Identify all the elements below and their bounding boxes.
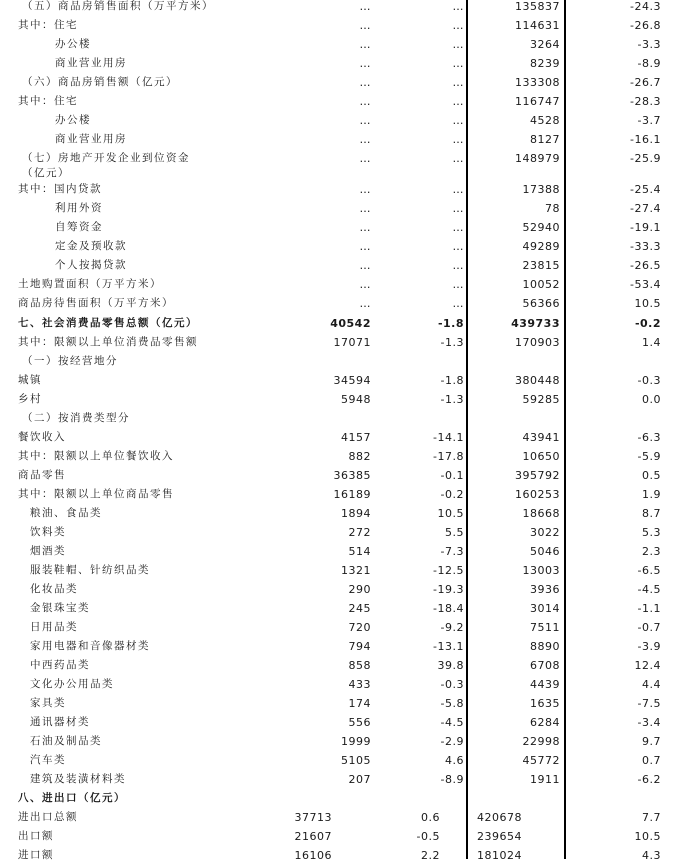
table-row: [0, 827, 687, 846]
table-row: [0, 130, 687, 149]
cell-c1: 882: [348, 450, 371, 463]
table-row: [0, 637, 687, 656]
row-label: 商品房待售面积（万平方米）: [18, 297, 174, 309]
cell-c4: -1.1: [637, 602, 661, 615]
table-row: [0, 92, 687, 111]
cell-c1: 290: [348, 583, 371, 596]
cell-c2: …: [452, 38, 464, 51]
cell-c2: -17.8: [433, 450, 464, 463]
cell-c3: 3014: [530, 602, 560, 615]
cell-c1: 794: [348, 640, 371, 653]
row-label: （一）按经营地分: [22, 355, 118, 367]
cell-c2: -19.3: [433, 583, 464, 596]
cell-c2: -1.3: [440, 336, 464, 349]
cell-c2: -1.8: [440, 374, 464, 387]
cell-c1: …: [359, 259, 371, 272]
row-label: 其中：住宅: [18, 19, 78, 31]
cell-c3: 10650: [522, 450, 560, 463]
cell-c2: …: [452, 57, 464, 70]
cell-c4: 10.5: [634, 830, 661, 843]
cell-c1: …: [359, 19, 371, 32]
cell-c4: 2.3: [642, 545, 661, 558]
row-label: 进口额: [18, 849, 54, 861]
cell-c4: 12.4: [634, 659, 661, 672]
cell-c1: …: [359, 95, 371, 108]
cell-c3: 8127: [530, 133, 560, 146]
table-row: [0, 294, 687, 313]
row-label: 商业营业用房: [55, 57, 127, 69]
row-label: 城镇: [18, 374, 42, 386]
row-label: 八、进出口（亿元）: [18, 792, 126, 804]
cell-c3: 6284: [530, 716, 560, 729]
cell-c2: …: [452, 278, 464, 291]
row-label: 商业营业用房: [55, 133, 127, 145]
cell-c4: 4.4: [642, 678, 661, 691]
cell-c3: 52940: [522, 221, 560, 234]
row-label: 文化办公用品类: [30, 678, 114, 690]
cell-c3: 6708: [530, 659, 560, 672]
row-label: 化妆品类: [30, 583, 78, 595]
cell-c3: 420678: [477, 811, 522, 824]
cell-c3: 8239: [530, 57, 560, 70]
table-row: [0, 314, 687, 333]
cell-c2: -0.2: [440, 488, 464, 501]
cell-c1: …: [359, 57, 371, 70]
cell-c1: …: [359, 221, 371, 234]
table-row: [0, 371, 687, 390]
row-label: 石油及制品类: [30, 735, 102, 747]
table-row: [0, 618, 687, 637]
table-row: [0, 580, 687, 599]
cell-c3: 13003: [522, 564, 560, 577]
cell-c4: -25.4: [630, 183, 661, 196]
cell-c4: 10.5: [634, 297, 661, 310]
cell-c4: -19.1: [630, 221, 661, 234]
row-label: 七、社会消费品零售总额（亿元）: [18, 317, 198, 329]
cell-c4: 4.3: [642, 849, 661, 862]
table-row: [0, 485, 687, 504]
cell-c2: -18.4: [433, 602, 464, 615]
cell-c4: -6.2: [637, 773, 661, 786]
table-row: [0, 656, 687, 675]
cell-c4: -33.3: [630, 240, 661, 253]
cell-c4: -0.2: [634, 317, 661, 330]
cell-c2: -8.9: [440, 773, 464, 786]
cell-c4: -6.5: [637, 564, 661, 577]
row-label: 服装鞋帽、针纺织品类: [30, 564, 150, 576]
cell-c1: 433: [348, 678, 371, 691]
cell-c4: -8.9: [637, 57, 661, 70]
cell-c1: 1894: [341, 507, 371, 520]
cell-c3: 135837: [515, 0, 560, 13]
cell-c4: -16.1: [630, 133, 661, 146]
cell-c3: 395792: [515, 469, 560, 482]
cell-c3: 181024: [477, 849, 522, 862]
cell-c2: …: [452, 259, 464, 272]
cell-c3: 56366: [522, 297, 560, 310]
cell-c1: …: [359, 240, 371, 253]
table-row: [0, 789, 687, 808]
cell-c2: -14.1: [433, 431, 464, 444]
table-row: [0, 390, 687, 409]
row-label: 汽车类: [30, 754, 66, 766]
cell-c3: 7511: [530, 621, 560, 634]
cell-c2: …: [452, 95, 464, 108]
row-label: 其中：国内贷款: [18, 183, 102, 195]
table-row: [0, 694, 687, 713]
cell-c3: 8890: [530, 640, 560, 653]
cell-c4: -0.7: [637, 621, 661, 634]
cell-c3: 380448: [515, 374, 560, 387]
cell-c4: -3.4: [637, 716, 661, 729]
cell-c2: -13.1: [433, 640, 464, 653]
cell-c2: -0.1: [440, 469, 464, 482]
cell-c3: 18668: [522, 507, 560, 520]
table-row: [0, 111, 687, 130]
row-label: 其中：限额以上单位餐饮收入: [18, 450, 174, 462]
cell-c4: -53.4: [630, 278, 661, 291]
cell-c4: -26.7: [630, 76, 661, 89]
cell-c2: -1.3: [440, 393, 464, 406]
row-label: 建筑及装潢材料类: [30, 773, 126, 785]
cell-c2: -2.9: [440, 735, 464, 748]
cell-c3: 3936: [530, 583, 560, 596]
cell-c1: 207: [348, 773, 371, 786]
table-row: [0, 35, 687, 54]
cell-c1: 245: [348, 602, 371, 615]
cell-c2: …: [452, 19, 464, 32]
cell-c1: 17071: [333, 336, 371, 349]
cell-c3: 17388: [522, 183, 560, 196]
cell-c2: …: [452, 202, 464, 215]
cell-c1: 556: [348, 716, 371, 729]
table-row: [0, 54, 687, 73]
cell-c4: -4.5: [637, 583, 661, 596]
table-row: [0, 846, 687, 865]
row-label: 烟酒类: [30, 545, 66, 557]
table-row: [0, 73, 687, 92]
cell-c1: 174: [348, 697, 371, 710]
row-label: 餐饮收入: [18, 431, 66, 443]
table-row: [0, 218, 687, 237]
cell-c1: 4157: [341, 431, 371, 444]
cell-c2: 5.5: [445, 526, 464, 539]
cell-c3: 49289: [522, 240, 560, 253]
row-label: 办公楼: [55, 38, 91, 50]
cell-c4: -24.3: [630, 0, 661, 13]
cell-c4: -3.7: [637, 114, 661, 127]
row-label: 其中：限额以上单位商品零售: [18, 488, 174, 500]
cell-c3: 43941: [522, 431, 560, 444]
cell-c3: 59285: [522, 393, 560, 406]
row-label: 通讯器材类: [30, 716, 90, 728]
row-label: 商品零售: [18, 469, 66, 481]
cell-c4: 5.3: [642, 526, 661, 539]
cell-c4: -26.5: [630, 259, 661, 272]
cell-c2: -4.5: [440, 716, 464, 729]
row-label: 出口额: [18, 830, 54, 842]
cell-c4: -0.3: [637, 374, 661, 387]
table-row: [0, 751, 687, 770]
cell-c1: 37713: [294, 811, 332, 824]
table-row: [0, 504, 687, 523]
table-row: [0, 808, 687, 827]
cell-c4: 0.0: [642, 393, 661, 406]
cell-c3: 3264: [530, 38, 560, 51]
cell-c2: 2.2: [421, 849, 440, 862]
table-row: [0, 199, 687, 218]
row-label: 粮油、食品类: [30, 507, 102, 519]
cell-c1: 858: [348, 659, 371, 672]
cell-c1: 21607: [294, 830, 332, 843]
cell-c1: …: [359, 38, 371, 51]
row-label: 其中：限额以上单位消费品零售额: [18, 336, 198, 348]
row-label: 个人按揭贷款: [55, 259, 127, 271]
table-row: [0, 713, 687, 732]
cell-c4: -25.9: [630, 152, 661, 165]
table-row: [0, 599, 687, 618]
cell-c1: 16106: [294, 849, 332, 862]
cell-c3: 116747: [515, 95, 560, 108]
cell-c1: …: [359, 114, 371, 127]
row-label: 乡村: [18, 393, 42, 405]
row-label: （二）按消费类型分: [22, 412, 130, 424]
cell-c1: 40542: [330, 317, 371, 330]
cell-c2: …: [452, 76, 464, 89]
cell-c1: …: [359, 183, 371, 196]
cell-c3: 170903: [515, 336, 560, 349]
cell-c2: 0.6: [421, 811, 440, 824]
cell-c3: 1911: [530, 773, 560, 786]
row-label: （六）商品房销售额（亿元）: [22, 76, 178, 88]
cell-c4: 1.9: [642, 488, 661, 501]
cell-c4: -3.9: [637, 640, 661, 653]
cell-c1: …: [359, 202, 371, 215]
cell-c1: 1321: [341, 564, 371, 577]
cell-c3: 4528: [530, 114, 560, 127]
table-row: [0, 466, 687, 485]
row-label: 自筹资金: [55, 221, 103, 233]
cell-c1: 720: [348, 621, 371, 634]
row-label: （五）商品房销售面积（万平方米）: [22, 0, 214, 12]
cell-c1: 16189: [333, 488, 371, 501]
cell-c3: 439733: [511, 317, 560, 330]
cell-c4: 7.7: [642, 811, 661, 824]
table-row: [0, 675, 687, 694]
table-row: [0, 256, 687, 275]
cell-c4: 9.7: [642, 735, 661, 748]
row-label: 定金及预收款: [55, 240, 127, 252]
table-row: [0, 409, 687, 428]
cell-c1: 5105: [341, 754, 371, 767]
cell-c3: 4439: [530, 678, 560, 691]
cell-c4: 8.7: [642, 507, 661, 520]
cell-c2: 39.8: [437, 659, 464, 672]
row-label: 中西药品类: [30, 659, 90, 671]
cell-c1: 1999: [341, 735, 371, 748]
table-row: [0, 542, 687, 561]
row-label: （七）房地产开发企业到位资金: [22, 152, 190, 164]
cell-c3: 23815: [522, 259, 560, 272]
cell-c2: …: [452, 0, 464, 13]
row-label: 家具类: [30, 697, 66, 709]
cell-c3: 148979: [515, 152, 560, 165]
cell-c2: …: [452, 297, 464, 310]
row-label: 饮料类: [30, 526, 66, 538]
table-row: [0, 16, 687, 35]
cell-c4: 0.7: [642, 754, 661, 767]
cell-c2: …: [452, 133, 464, 146]
cell-c3: 5046: [530, 545, 560, 558]
cell-c2: 10.5: [437, 507, 464, 520]
table-row: [0, 770, 687, 789]
row-label: 办公楼: [55, 114, 91, 126]
table-row: [0, 180, 687, 199]
cell-c2: -7.3: [440, 545, 464, 558]
table-row: [0, 352, 687, 371]
row-label: 进出口总额: [18, 811, 78, 823]
cell-c1: 5948: [341, 393, 371, 406]
table-row: [0, 0, 687, 16]
cell-c4: -6.3: [637, 431, 661, 444]
cell-c4: -26.8: [630, 19, 661, 32]
table-row: [0, 237, 687, 256]
cell-c1: …: [359, 152, 371, 165]
table-row: [0, 428, 687, 447]
table-row: [0, 333, 687, 352]
cell-c1: …: [359, 133, 371, 146]
cell-c3: 114631: [515, 19, 560, 32]
cell-c4: -28.3: [630, 95, 661, 108]
cell-c4: -27.4: [630, 202, 661, 215]
cell-c1: …: [359, 278, 371, 291]
cell-c3: 45772: [522, 754, 560, 767]
cell-c4: 0.5: [642, 469, 661, 482]
cell-c3: 3022: [530, 526, 560, 539]
row-label: 利用外资: [55, 202, 103, 214]
cell-c3: 239654: [477, 830, 522, 843]
row-label: 家用电器和音像器材类: [30, 640, 150, 652]
cell-c2: …: [452, 114, 464, 127]
cell-c3: 78: [545, 202, 560, 215]
cell-c2: -9.2: [440, 621, 464, 634]
cell-c2: -5.8: [440, 697, 464, 710]
cell-c2: 4.6: [445, 754, 464, 767]
cell-c3: 133308: [515, 76, 560, 89]
cell-c1: 272: [348, 526, 371, 539]
table-row: [0, 561, 687, 580]
cell-c2: -1.8: [437, 317, 464, 330]
table-row: [0, 732, 687, 751]
cell-c1: …: [359, 297, 371, 310]
row-label: （亿元）: [22, 167, 70, 179]
row-label: 土地购置面积（万平方米）: [18, 278, 162, 290]
cell-c2: …: [452, 183, 464, 196]
cell-c1: 34594: [333, 374, 371, 387]
table-row: [0, 275, 687, 294]
row-label: 金银珠宝类: [30, 602, 90, 614]
cell-c4: -7.5: [637, 697, 661, 710]
row-label: 日用品类: [30, 621, 78, 633]
cell-c2: -0.3: [440, 678, 464, 691]
cell-c1: …: [359, 76, 371, 89]
cell-c3: 22998: [522, 735, 560, 748]
cell-c2: …: [452, 240, 464, 253]
cell-c3: 160253: [515, 488, 560, 501]
cell-c1: 514: [348, 545, 371, 558]
table-row: [0, 523, 687, 542]
cell-c3: 10052: [522, 278, 560, 291]
cell-c1: 36385: [333, 469, 371, 482]
table-row: [0, 447, 687, 466]
cell-c4: -3.3: [637, 38, 661, 51]
row-label: 其中：住宅: [18, 95, 78, 107]
cell-c1: …: [359, 0, 371, 13]
cell-c3: 1635: [530, 697, 560, 710]
cell-c2: -12.5: [433, 564, 464, 577]
cell-c2: -0.5: [416, 830, 440, 843]
cell-c4: 1.4: [642, 336, 661, 349]
cell-c4: -5.9: [637, 450, 661, 463]
cell-c2: …: [452, 152, 464, 165]
cell-c2: …: [452, 221, 464, 234]
